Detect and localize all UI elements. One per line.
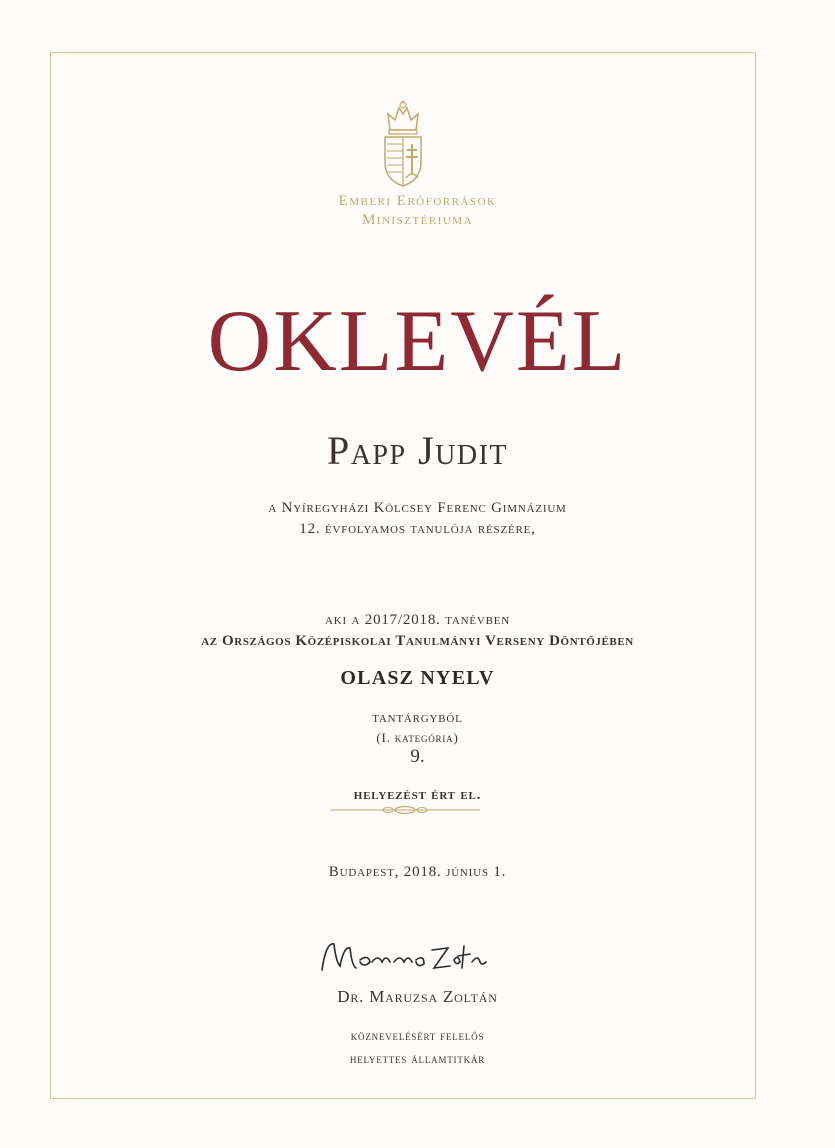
subject-name: OLASZ NYELV <box>340 667 495 689</box>
achievement-intro <box>0 610 835 652</box>
hungarian-coat-of-arms-icon <box>380 100 426 188</box>
subject-suffix: tantárgyból <box>372 710 463 726</box>
rank-value: 9. <box>410 746 425 767</box>
place-and-date: Budapest, 2018. június 1. <box>328 864 507 880</box>
diploma-title: OKLEVÉL <box>207 293 628 390</box>
handwritten-signature-icon <box>316 932 496 980</box>
school-line-1: a Nyíregyházi Kölcsey Ferenc Gimnázium <box>268 500 567 516</box>
category: (I. kategória) <box>376 730 459 745</box>
school-info <box>0 498 835 540</box>
signatory-role-line-2: helyettes államtitkár <box>349 1051 486 1066</box>
achievement-line-1: aki a 2017/2018. tanévben <box>324 612 511 628</box>
ministry-name <box>0 192 835 230</box>
recipient-name: Papp Judit <box>326 428 509 473</box>
signatory-name: Dr. Maruzsa Zoltán <box>337 987 498 1006</box>
ministry-line-1: Emberi Erőforrások <box>338 193 497 209</box>
rank-suffix: helyezést ért el. <box>353 787 482 803</box>
ornament-divider-icon <box>330 804 480 816</box>
signatory-role <box>0 1024 835 1070</box>
ministry-line-2: Minisztériuma <box>361 212 474 228</box>
school-line-2: 12. évfolyamos tanulója részére, <box>299 521 536 537</box>
signatory-role-line-1: köznevelésért felelős <box>350 1028 485 1043</box>
achievement-line-2: az Országos Középiskolai Tanulmányi Verseny Döntőjében <box>201 633 634 649</box>
